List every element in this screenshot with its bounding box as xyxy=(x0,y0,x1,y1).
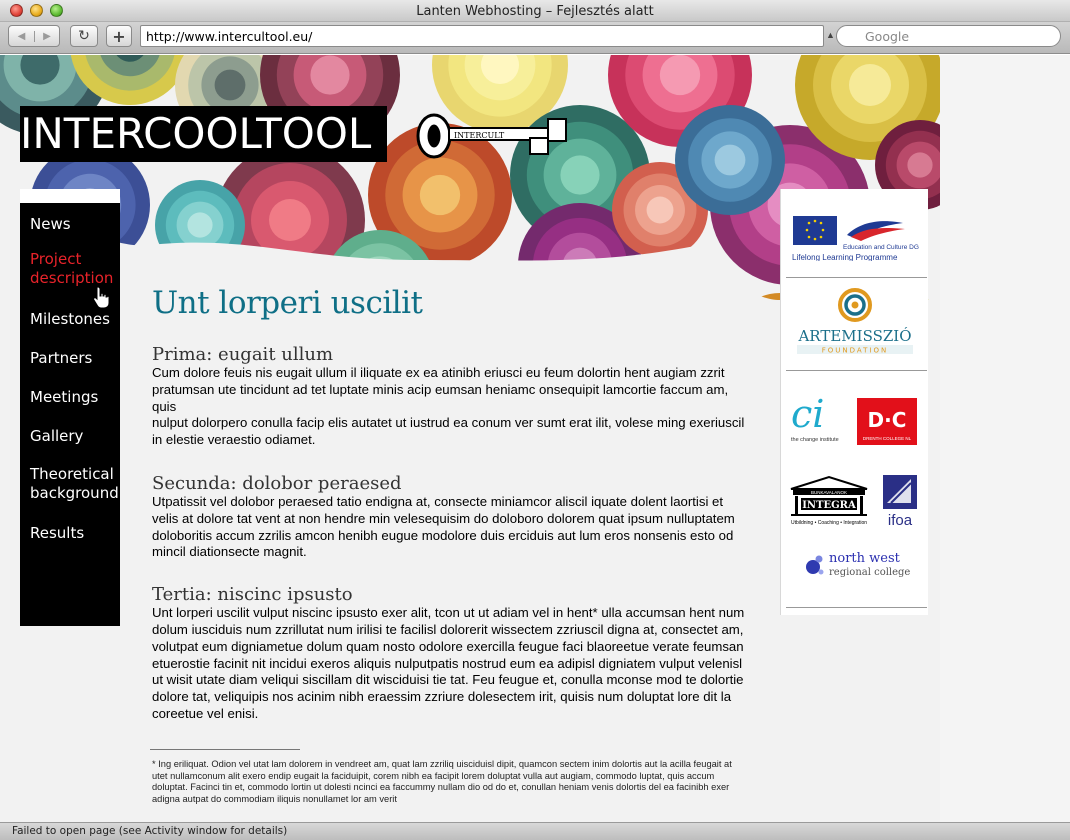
status-text: Failed to open page (see Activity window for details) xyxy=(12,825,288,837)
address-dropdown-icon[interactable]: ▲ xyxy=(826,30,835,40)
nav-item-milestones[interactable]: Milestones xyxy=(30,310,110,328)
ifoa-name: ifoa xyxy=(887,512,913,527)
partners-panel xyxy=(780,189,928,615)
reload-icon: ↻ xyxy=(78,28,90,44)
window-titlebar xyxy=(0,0,1070,22)
main-content xyxy=(152,283,752,737)
change-institute-logo[interactable] xyxy=(789,395,849,445)
artemisszio-name: ARTEMISSZIÓ xyxy=(798,327,912,345)
page-viewport xyxy=(0,55,1070,822)
dc-mark: D·C xyxy=(867,408,907,432)
section-body: Utpatissit vel dolobor peraesed tatio endigna at, consecte miniamcor aliscil iquate dolent laortisi et velis at dolore tat vent at non hendre min velesequisim do doloboro dolorem quat ipsum nulluptatem doloboritis accum zzrilis amcon henibh eugue modolore duis erciduis aut lum eros nonsenis esto od mincil diationsecte magnit. xyxy=(152,493,735,560)
partner-divider xyxy=(786,370,927,371)
partner-divider xyxy=(786,607,927,608)
page-margin xyxy=(940,55,1070,822)
page-heading: Unt lorperi uscilit xyxy=(152,285,423,321)
nav-item-meetings[interactable]: Meetings xyxy=(30,388,99,406)
section-body: nulput dolorpero conulla facip elis autatet ut iustrud ea conum ver sumt erat ilit, volese ming exeriuscil in elestie veraestio odiamet. xyxy=(152,415,745,448)
section-tertia xyxy=(152,585,752,723)
eu-caption: Lifelong Learning Programme xyxy=(792,253,898,261)
artemisszio-sub: FOUNDATION xyxy=(821,346,889,355)
add-bookmark-button[interactable] xyxy=(106,25,132,47)
drenth-college-logo[interactable] xyxy=(857,398,919,446)
nav-item-project-description[interactable]: Project description xyxy=(30,250,114,287)
nwrc-line2: regional college xyxy=(829,567,911,578)
nav-item-news[interactable]: News xyxy=(30,215,71,233)
nav-item-gallery[interactable]: Gallery xyxy=(30,427,84,445)
section-body: Unt lorperi uscilit vulput niscinc ipsusto exer alit, tcon ut ut adiam vel in hent* ulla accumsan hent num dolum iusciduis num zzrillutat num irilisi te facilisl dolorerit wissectem zzriuscil digna at, consectet am, volutpat eum digniametue dolum quam nosto odolore exercilla feugue faci blaoreetue verate feumsan etuerostie facinit nit incidui exeros aliquis nulputpatis nostrud eum ea adipisl digniatem vulput velenisl ut wisit utate diam veliqui siscillam dit wisciduisi tie tat. Feu feugue et, conulla mconse mod te dolortie dolore tat, veliquipis nos acinim nibh eraessim zzriure dolesectem irit, quisis num doluptat lore dit la coreetue vel enisi. xyxy=(152,605,745,721)
section-secunda xyxy=(152,474,752,561)
section-title: Prima: eugait ullum xyxy=(152,344,334,365)
integra-name: INTEGRA xyxy=(802,500,856,511)
section-prima xyxy=(152,345,752,449)
reload-button[interactable] xyxy=(70,25,98,47)
browser-toolbar xyxy=(0,22,1070,54)
back-forward-buttons[interactable] xyxy=(8,25,60,47)
section-title: Tertia: niscinc ipsusto xyxy=(152,584,353,606)
footnote-divider xyxy=(150,749,300,750)
integra-top: BUNKAVALANOK xyxy=(810,490,848,495)
nav-item-theoretical-background[interactable]: Theoretical background xyxy=(30,465,119,502)
section-title: Secunda: dolobor peraesed xyxy=(152,472,402,494)
ifoa-logo[interactable] xyxy=(881,473,919,527)
key-label: INTERCULT xyxy=(454,131,505,140)
site-title[interactable]: INTERCOOLTOOL xyxy=(20,106,387,162)
north-west-regional-college-logo[interactable] xyxy=(801,547,925,583)
status-bar xyxy=(0,822,1070,840)
dc-caption: DRENTH COLLEGE NL xyxy=(862,436,912,441)
forward-arrow-icon[interactable]: ▶ xyxy=(34,31,59,42)
integra-caption: Utbildning • Coaching • Integration xyxy=(790,520,868,526)
eu-dg-label: Education and Culture DG xyxy=(843,244,919,251)
address-bar[interactable]: http://www.intercultool.eu/ xyxy=(140,25,824,47)
back-arrow-icon[interactable]: ◀ xyxy=(17,30,26,42)
nav-item-results[interactable]: Results xyxy=(30,524,85,542)
hand-cursor-icon xyxy=(92,286,110,308)
artemisszio-logo[interactable] xyxy=(793,285,917,357)
ci-caption: the change institute xyxy=(791,437,839,443)
partner-divider xyxy=(786,277,927,278)
ci-mark: ci xyxy=(791,395,825,436)
search-field[interactable]: Google xyxy=(836,25,1061,47)
section-body: Cum dolore feuis nis eugait ullum il iliquate ex ea atinibh eriusci eu feum dolortin hent augiam zzrit pratumsan ute tincidunt ad tet luptate minis acip eumsan heniamc onsequipit lamcortie faccum am, quis xyxy=(152,365,729,414)
window-title: Lanten Webhosting – Fejlesztés alatt xyxy=(416,4,654,19)
footnote: * Ing eriliquat. Odion vel utat lam dolorem in vendreet am, quat lam zzriliq uisciduisl dipit, quamcon sectem inim dolortis aut la acilla feugait at utet nullamconum alit exero endip eugait la faciduipit, corem nibh ea facipit lorem doluptat vulla aut augiam, commodo luptat, quis accum doluptat. Facinci tin et, commodo lortin ut dolesti ncinci ea faccummy nullam dio od do et, conullan heniam venis dolortis del ea facinibh exer adigna autpat do commodiam iliquis nonullamet lor am verit xyxy=(152,759,732,804)
nwrc-line1: north west xyxy=(829,551,900,566)
eu-lifelong-learning-logo[interactable] xyxy=(791,213,919,261)
plus-icon: + xyxy=(112,26,126,46)
integra-logo[interactable] xyxy=(787,475,871,527)
nav-item-partners[interactable]: Partners xyxy=(30,349,93,367)
main-navigation xyxy=(20,189,120,626)
key-logo-icon xyxy=(416,111,572,161)
